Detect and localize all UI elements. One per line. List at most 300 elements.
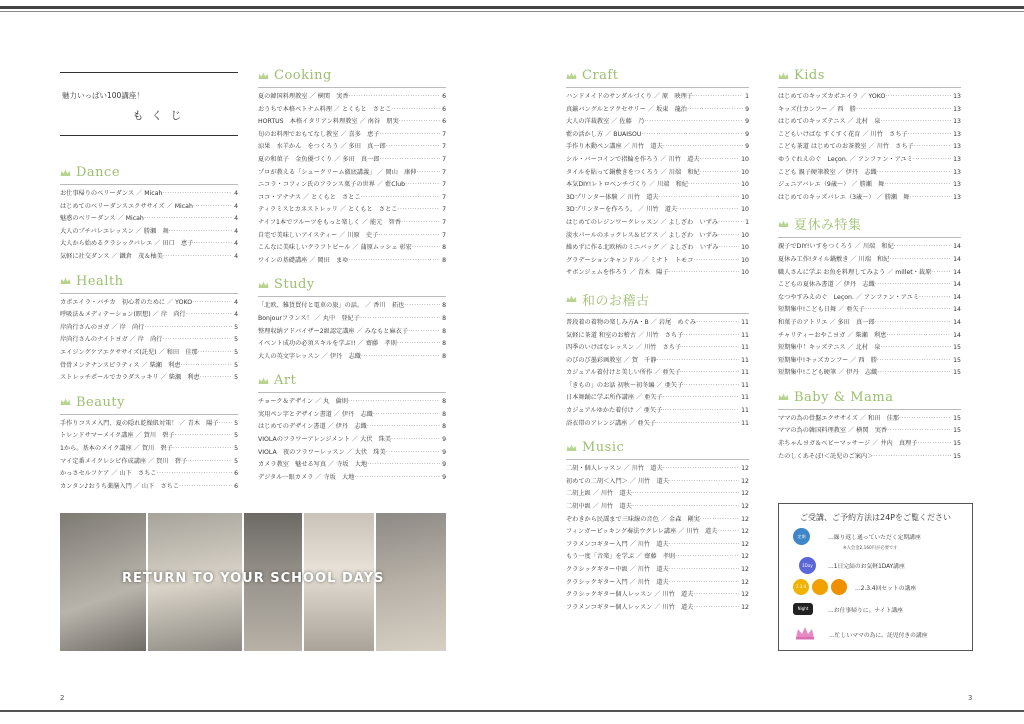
toc-entry[interactable]: [566, 141, 749, 154]
toc-entry[interactable]: [258, 472, 446, 485]
toc-entry[interactable]: [60, 334, 238, 347]
toc-entry-page: 5: [234, 361, 238, 369]
leader-dots: [632, 488, 739, 501]
toc-section-kids: [778, 68, 961, 204]
toc-entry-title: 和菓子のアトリエ ／ 多田 真一郎: [778, 318, 875, 326]
toc-entry[interactable]: [778, 154, 961, 167]
toc-entry-page: 9: [745, 118, 749, 126]
toc-entry[interactable]: [566, 602, 749, 615]
section-rule: [566, 313, 749, 314]
toc-entry[interactable]: [60, 238, 238, 251]
crown-icon: [258, 377, 269, 385]
toc-entry-page: 11: [741, 381, 749, 389]
toc-entry[interactable]: [566, 589, 749, 602]
toc-entry-page: 13: [953, 155, 961, 163]
toc-entry[interactable]: [566, 317, 749, 330]
toc-entry[interactable]: [778, 267, 961, 280]
toc-entry[interactable]: [566, 342, 749, 355]
toc-entry-title: VIOLA 夜のフラワーレッスン ／ 大伏 珠美: [258, 448, 386, 456]
toc-entry-page: 7: [442, 181, 446, 189]
toc-entry-title: のびのび墨彩画教室 ／ 賀 千静: [566, 356, 657, 364]
section-rule: [258, 296, 446, 297]
toc-entry-page: 14: [953, 243, 961, 251]
toc-entry[interactable]: [566, 242, 749, 255]
toc-entry[interactable]: [60, 372, 238, 385]
guide-row-text: …忙しいママの為に。託児付きの講座: [829, 632, 928, 639]
toc-entry-page: 8: [442, 410, 446, 418]
toc-entry-page: 12: [741, 591, 749, 599]
toc-entry-title: 藍の活かし方 ／ BUAISOU: [566, 130, 642, 138]
crown-icon: [258, 72, 269, 80]
toc-entry-page: 12: [741, 465, 749, 473]
toc-entry[interactable]: [60, 322, 238, 335]
set-badge-3: [831, 579, 847, 595]
toc-entry-title: タイルを貼って鍋敷きをつくろう ／ 川端 和紀: [566, 168, 700, 176]
toc-entry[interactable]: [60, 443, 238, 456]
toc-entry-page: 13: [953, 93, 961, 100]
toc-entry[interactable]: [258, 459, 446, 472]
toc-entry-title: 旬のお料理でおもてなし教室 ／ 喜多 恵子: [258, 130, 380, 138]
leader-dots: [354, 472, 440, 485]
crown-icon: [566, 295, 577, 303]
leader-dots: [349, 91, 441, 104]
crown-icon: [60, 277, 71, 285]
toc-entry[interactable]: [258, 338, 446, 351]
toc-entry-title: ママの為の骨盤エクササイズ ／ 和田 佳那: [778, 414, 899, 422]
toc-entry-title: こども 親子硬筆教室 ／ 伊丹 志織: [778, 168, 877, 176]
toc-entry[interactable]: [566, 577, 749, 590]
toc-entry-page: 11: [741, 369, 749, 377]
toc-entry[interactable]: [566, 355, 749, 368]
leader-dots: [398, 204, 441, 217]
toc-entry[interactable]: [60, 297, 238, 310]
toc-entry[interactable]: [566, 392, 749, 405]
toc-entry-title: プロが教える「シュークリーム徹底講義」 ／ 岡山 康伸: [258, 168, 417, 176]
toc-column-1: [60, 165, 238, 503]
photo-caption: RETURN TO YOUR SCHOOL DAYS: [122, 571, 385, 586]
leader-dots: [886, 330, 951, 343]
toc-entry[interactable]: [566, 179, 749, 192]
section-heading: [778, 390, 961, 405]
leader-dots: [657, 355, 740, 368]
leader-dots: [700, 167, 739, 180]
toc-entry[interactable]: [566, 230, 749, 243]
leader-dots: [397, 338, 440, 351]
toc-entry[interactable]: [566, 267, 749, 280]
toc-entry-page: 8: [442, 244, 446, 252]
leader-dots: [717, 526, 739, 539]
toc-entry-page: 4: [234, 215, 238, 223]
toc-entry-title: ワインの基礎講座 ／ 岡田 まゆ: [258, 256, 349, 264]
toc-entry[interactable]: [60, 188, 238, 201]
toc-entry[interactable]: [566, 367, 749, 380]
toc-entry[interactable]: [258, 104, 446, 117]
toc-entry-page: 15: [953, 427, 961, 435]
toc-entry-page: 10: [741, 168, 749, 176]
leader-dots: [875, 279, 951, 292]
toc-entry-page: 9: [745, 105, 749, 113]
toc-entry[interactable]: [566, 91, 749, 104]
toc-entry-title: ジュニアバレエ（9歳〜） ／ 勝瀬 舞: [778, 181, 885, 189]
toc-entry[interactable]: [566, 488, 749, 501]
section-title: 和のお稽古: [582, 293, 650, 309]
toc-entry[interactable]: [258, 447, 446, 460]
toc-entry[interactable]: [60, 430, 238, 443]
toc-entry[interactable]: [258, 91, 446, 104]
toc-entry-page: 9: [442, 448, 446, 456]
toc-entry-page: 11: [741, 394, 749, 402]
toc-entry-page: 4: [234, 227, 238, 235]
toc-entry[interactable]: [258, 396, 446, 409]
toc-entry[interactable]: [778, 438, 961, 451]
toc-entry[interactable]: [258, 313, 446, 326]
toc-entry-title: 呼吸法＆メディテーション(瞑想) ／ 岸 尚行: [60, 311, 186, 319]
toc-entry[interactable]: [60, 347, 238, 360]
toc-entry[interactable]: [566, 551, 749, 564]
toc-entry[interactable]: [566, 217, 749, 230]
toc-entry-page: 13: [953, 143, 961, 151]
toc-entry-page: 13: [953, 193, 961, 201]
section-rule: [60, 414, 238, 415]
crown-icon: [566, 72, 577, 80]
toc-entry-page: 7: [442, 130, 446, 138]
toc-entry[interactable]: [258, 351, 446, 364]
toc-entry[interactable]: [566, 476, 749, 489]
toc-entry-title: ココ・アナナス ／ とくもと さとこ: [258, 193, 361, 201]
toc-entry-page: 8: [442, 423, 446, 431]
toc-column-4: [778, 68, 961, 473]
toc-entry-page: 11: [741, 407, 749, 415]
toc-entry-page: 5: [234, 457, 238, 465]
leader-dots: [919, 292, 951, 305]
toc-entry-title: サボンジェムを作ろう ／ 青木 陽子: [566, 269, 669, 277]
toc-entry-title: ティラミスとカネストレッリ ／ とくもと さとこ: [258, 206, 398, 214]
section-rule: [566, 87, 749, 88]
leader-dots: [856, 104, 951, 117]
toc-entry[interactable]: [778, 317, 961, 330]
toc-entry-title: ハンドメイドのサンダルづくり ／ 原 映理子: [566, 93, 693, 100]
toc-entry-page: 10: [741, 155, 749, 163]
section-heading: [60, 274, 238, 289]
set-badge: 2.3.4: [793, 579, 809, 595]
section-items: [60, 418, 238, 494]
toc-entry-title: かっさセルフケア ／ 山下 さちこ: [60, 470, 157, 478]
section-title: Kids: [794, 68, 825, 83]
toc-entry[interactable]: [566, 501, 749, 514]
leader-dots: [360, 313, 440, 326]
crown-icon: [778, 72, 789, 80]
top-border-thin: [0, 11, 1024, 12]
leader-dots: [693, 255, 739, 268]
guide-row-text: …2.3.4回セットの講座: [855, 585, 917, 592]
toc-entry[interactable]: [566, 405, 749, 418]
toc-entry-page: 12: [741, 540, 749, 548]
leader-dots: [412, 242, 440, 255]
leader-dots: [913, 154, 951, 167]
toc-entry[interactable]: [778, 116, 961, 129]
toc-entry-page: 12: [741, 477, 749, 485]
toc-entry[interactable]: [60, 468, 238, 481]
toc-section-jp: [566, 290, 749, 430]
toc-entry-title: 岸尚行さんのヨガ ／ 岸 尚行: [60, 323, 145, 331]
toc-entry-page: 4: [234, 298, 238, 306]
toc-entry[interactable]: [566, 330, 749, 343]
crown-icon: [778, 220, 789, 228]
leader-dots: [404, 300, 440, 313]
guide-row-text: …1日完結のお気軽1DAY講座: [828, 564, 905, 570]
section-heading: [778, 214, 961, 233]
toc-entry[interactable]: [60, 456, 238, 469]
toc-entry[interactable]: [258, 192, 446, 205]
section-items: [60, 188, 238, 264]
leader-dots: [894, 241, 951, 254]
toc-entry[interactable]: [778, 192, 961, 205]
leader-dots: [889, 254, 951, 267]
toc-entry-page: 5: [234, 336, 238, 344]
toc-entry-page: 14: [953, 268, 961, 276]
toc-entry[interactable]: [566, 380, 749, 393]
toc-entry[interactable]: [778, 367, 961, 380]
toc-entry[interactable]: [258, 141, 446, 154]
mokuji-header: [60, 72, 238, 136]
toc-entry[interactable]: [778, 254, 961, 267]
toc-entry-title: 魅惑のベリーダンス ／ Micah: [60, 215, 144, 223]
toc-entry[interactable]: [258, 217, 446, 230]
toc-entry-title: はじめてのレジンワークレッスン ／ よしざわ いずみ: [566, 218, 719, 226]
toc-entry-title: 3Dプリンター体験 ／ 川竹 道夫: [566, 193, 659, 201]
one-day-badge: 1Day: [799, 557, 816, 574]
toc-entry-title: キッズ仕カンフー ／ 西 勝: [778, 105, 856, 113]
leader-dots: [361, 192, 440, 205]
toc-entry-title: 手作りコスメ入門、夏の隠れ乾燥肌対策！ ／ 青木 陽子: [60, 419, 219, 427]
section-items: [778, 91, 961, 204]
crown-icon: [60, 169, 71, 177]
leader-dots: [192, 297, 232, 310]
toc-section-baby-mama: [778, 390, 961, 463]
toc-entry-title: 大人の洋裁教室 ／ 佐藤 乃: [566, 118, 645, 126]
leader-dots: [348, 396, 440, 409]
toc-entry-title: 大人の英文字レッスン ／ 伊丹 志織: [258, 352, 361, 360]
toc-entry[interactable]: [60, 360, 238, 373]
section-heading: [778, 68, 961, 83]
toc-entry[interactable]: [778, 451, 961, 464]
toc-section-dance: [60, 165, 238, 264]
toc-entry[interactable]: [778, 342, 961, 355]
toc-entry-title: 真鍮バングルとアクセサリー ／ 坂東 龍治: [566, 105, 687, 113]
toc-entry[interactable]: [60, 201, 238, 214]
leader-dots: [659, 192, 740, 205]
leader-dots: [163, 334, 233, 347]
toc-entry-page: 6: [442, 93, 446, 100]
toc-entry[interactable]: [566, 255, 749, 268]
toc-entry-page: 5: [234, 444, 238, 452]
guide-note: ※入会金2,160円が必要です: [843, 546, 898, 551]
toc-entry-title: カンタン♪おうち薬膳入門 ／ 山下 さちこ: [60, 482, 180, 490]
section-items: [258, 396, 446, 484]
toc-entry-title: 日本舞踊に学ぶ所作講座 ／ 亜矢子: [566, 394, 663, 402]
toc-entry[interactable]: [60, 226, 238, 239]
toc-entry[interactable]: [778, 179, 961, 192]
toc-entry[interactable]: [566, 192, 749, 205]
toc-entry[interactable]: [778, 304, 961, 317]
section-heading: [60, 165, 238, 180]
leader-dots: [669, 267, 739, 280]
toc-entry[interactable]: [778, 355, 961, 368]
leader-dots: [931, 267, 951, 280]
section-items: [566, 463, 749, 614]
guide-row-regular: [793, 528, 921, 545]
set-badge-2: [812, 579, 828, 595]
toc-entry-title: シル・バーコインで指輪を作ろう ／ 川竹 道夫: [566, 155, 700, 163]
toc-entry-page: 10: [741, 244, 749, 252]
toc-entry-page: 5: [234, 348, 238, 356]
toc-entry[interactable]: [258, 421, 446, 434]
toc-entry-page: 14: [953, 331, 961, 339]
toc-entry[interactable]: [566, 167, 749, 180]
toc-entry-page: 7: [442, 193, 446, 201]
toc-entry-page: 7: [442, 155, 446, 163]
leader-dots: [917, 438, 951, 451]
toc-entry[interactable]: [258, 167, 446, 180]
toc-entry[interactable]: [258, 204, 446, 217]
booking-guide-box: [778, 503, 973, 651]
toc-entry[interactable]: [778, 141, 961, 154]
toc-entry[interactable]: [778, 167, 961, 180]
toc-entry-page: 9: [745, 143, 749, 151]
toc-entry[interactable]: [566, 129, 749, 142]
toc-entry[interactable]: [258, 326, 446, 339]
toc-entry[interactable]: [258, 255, 446, 268]
section-heading: [566, 290, 749, 309]
toc-entry-page: 13: [953, 105, 961, 113]
toc-entry-title: 骨骨メンテナンスピラティス ／ 柴瀬 利恵: [60, 361, 181, 369]
toc-entry[interactable]: [258, 409, 446, 422]
toc-entry[interactable]: [60, 418, 238, 431]
toc-entry[interactable]: [258, 116, 446, 129]
toc-entry[interactable]: [258, 242, 446, 255]
toc-entry[interactable]: [778, 425, 961, 438]
toc-entry[interactable]: [778, 241, 961, 254]
toc-entry[interactable]: [60, 481, 238, 494]
leader-dots: [669, 476, 739, 489]
toc-section-beauty: [60, 395, 238, 494]
toc-entry[interactable]: [778, 413, 961, 426]
guide-row-text: …繰り返し通っていただく定期講座: [828, 535, 921, 541]
toc-entry[interactable]: [566, 104, 749, 117]
leader-dots: [718, 230, 739, 243]
section-title: Baby & Mama: [794, 389, 894, 405]
toc-entry-page: 12: [741, 515, 749, 523]
toc-entry-title: お仕事帰りのベリーダンス ／ Micah: [60, 190, 163, 197]
toc-entry[interactable]: [258, 230, 446, 243]
mokuji-rule-bottom: [60, 135, 238, 136]
toc-entry-title: 手作り木動ペン講座 ／ 川竹 道夫: [566, 143, 663, 151]
toc-entry-page: 9: [442, 461, 446, 469]
toc-entry-page: 12: [741, 490, 749, 498]
leader-dots: [681, 367, 739, 380]
toc-entry[interactable]: [566, 539, 749, 552]
toc-entry-title: 実用ペン字とデザイン書道 ／ 伊丹 志織: [258, 410, 373, 418]
section-items: [60, 297, 238, 385]
toc-entry[interactable]: [778, 104, 961, 117]
toc-entry-title: 二胡中級 ／ 川竹 道夫: [566, 503, 632, 511]
leader-dots: [687, 104, 743, 117]
toc-entry-title: フラメンコギター個人レッスン ／ 川竹 道夫: [566, 603, 694, 611]
leader-dots: [880, 116, 951, 129]
leader-dots: [401, 217, 440, 230]
toc-entry[interactable]: [778, 330, 961, 343]
section-title: Beauty: [76, 394, 125, 410]
leader-dots: [877, 167, 951, 180]
toc-entry[interactable]: [566, 564, 749, 577]
leader-dots: [681, 342, 739, 355]
toc-entry[interactable]: [778, 129, 961, 142]
toc-entry-title: 気軽に社交ダンス ／ 鐵倉 茂＆柚美: [60, 252, 163, 260]
toc-entry-title: ナイフ1本でフルーツをもっと楽しく ／ 能元 智香: [258, 218, 401, 226]
toc-entry[interactable]: [258, 434, 446, 447]
leader-dots: [193, 201, 232, 214]
section-title: Craft: [582, 68, 619, 83]
section-rule: [258, 392, 446, 393]
toc-entry[interactable]: [566, 116, 749, 129]
toc-entry[interactable]: [258, 300, 446, 313]
toc-entry-page: 14: [953, 318, 961, 326]
toc-entry-page: 8: [442, 314, 446, 322]
toc-entry-page: 11: [741, 318, 749, 326]
toc-entry-page: 14: [953, 306, 961, 314]
toc-entry-page: 13: [953, 118, 961, 126]
page-number-left: 2: [60, 694, 65, 702]
toc-column-3: [566, 68, 749, 624]
toc-entry-page: 6: [442, 105, 446, 113]
toc-entry-page: 5: [234, 432, 238, 440]
toc-entry-page: 12: [741, 528, 749, 536]
leader-dots: [198, 347, 232, 360]
toc-entry[interactable]: [778, 91, 961, 104]
toc-entry[interactable]: [566, 514, 749, 527]
section-rule: [778, 237, 961, 238]
toc-section-cooking: [258, 68, 446, 267]
toc-entry-page: 8: [442, 398, 446, 406]
toc-entry[interactable]: [60, 213, 238, 226]
toc-entry[interactable]: [258, 154, 446, 167]
toc-entry[interactable]: [60, 251, 238, 264]
toc-entry-page: 4: [234, 202, 238, 210]
toc-entry-page: 5: [234, 419, 238, 427]
toc-entry[interactable]: [778, 279, 961, 292]
crown-icon: [795, 626, 815, 642]
toc-entry[interactable]: [566, 526, 749, 539]
leader-dots: [656, 418, 739, 431]
toc-entry-page: 10: [741, 181, 749, 189]
toc-entry[interactable]: [566, 418, 749, 431]
toc-entry[interactable]: [60, 309, 238, 322]
toc-entry-title: 夏の和菓子 金魚優づくり ／ 多田 真一郎: [258, 155, 380, 163]
leader-dots: [644, 116, 743, 129]
toc-entry-title: 浴衣帯のアレンジ講座 ／ 亜矢子: [566, 419, 656, 427]
leader-dots: [887, 425, 951, 438]
toc-entry-page: 15: [953, 414, 961, 422]
section-heading: [566, 440, 749, 455]
toc-entry[interactable]: [566, 463, 749, 476]
toc-entry[interactable]: [566, 204, 749, 217]
toc-entry[interactable]: [258, 179, 446, 192]
toc-entry-title: 短期集中!こども日舞 ／ 亜矢子: [778, 306, 865, 314]
toc-entry[interactable]: [778, 292, 961, 305]
toc-entry-page: 7: [442, 143, 446, 151]
toc-entry[interactable]: [258, 129, 446, 142]
toc-entry[interactable]: [566, 154, 749, 167]
